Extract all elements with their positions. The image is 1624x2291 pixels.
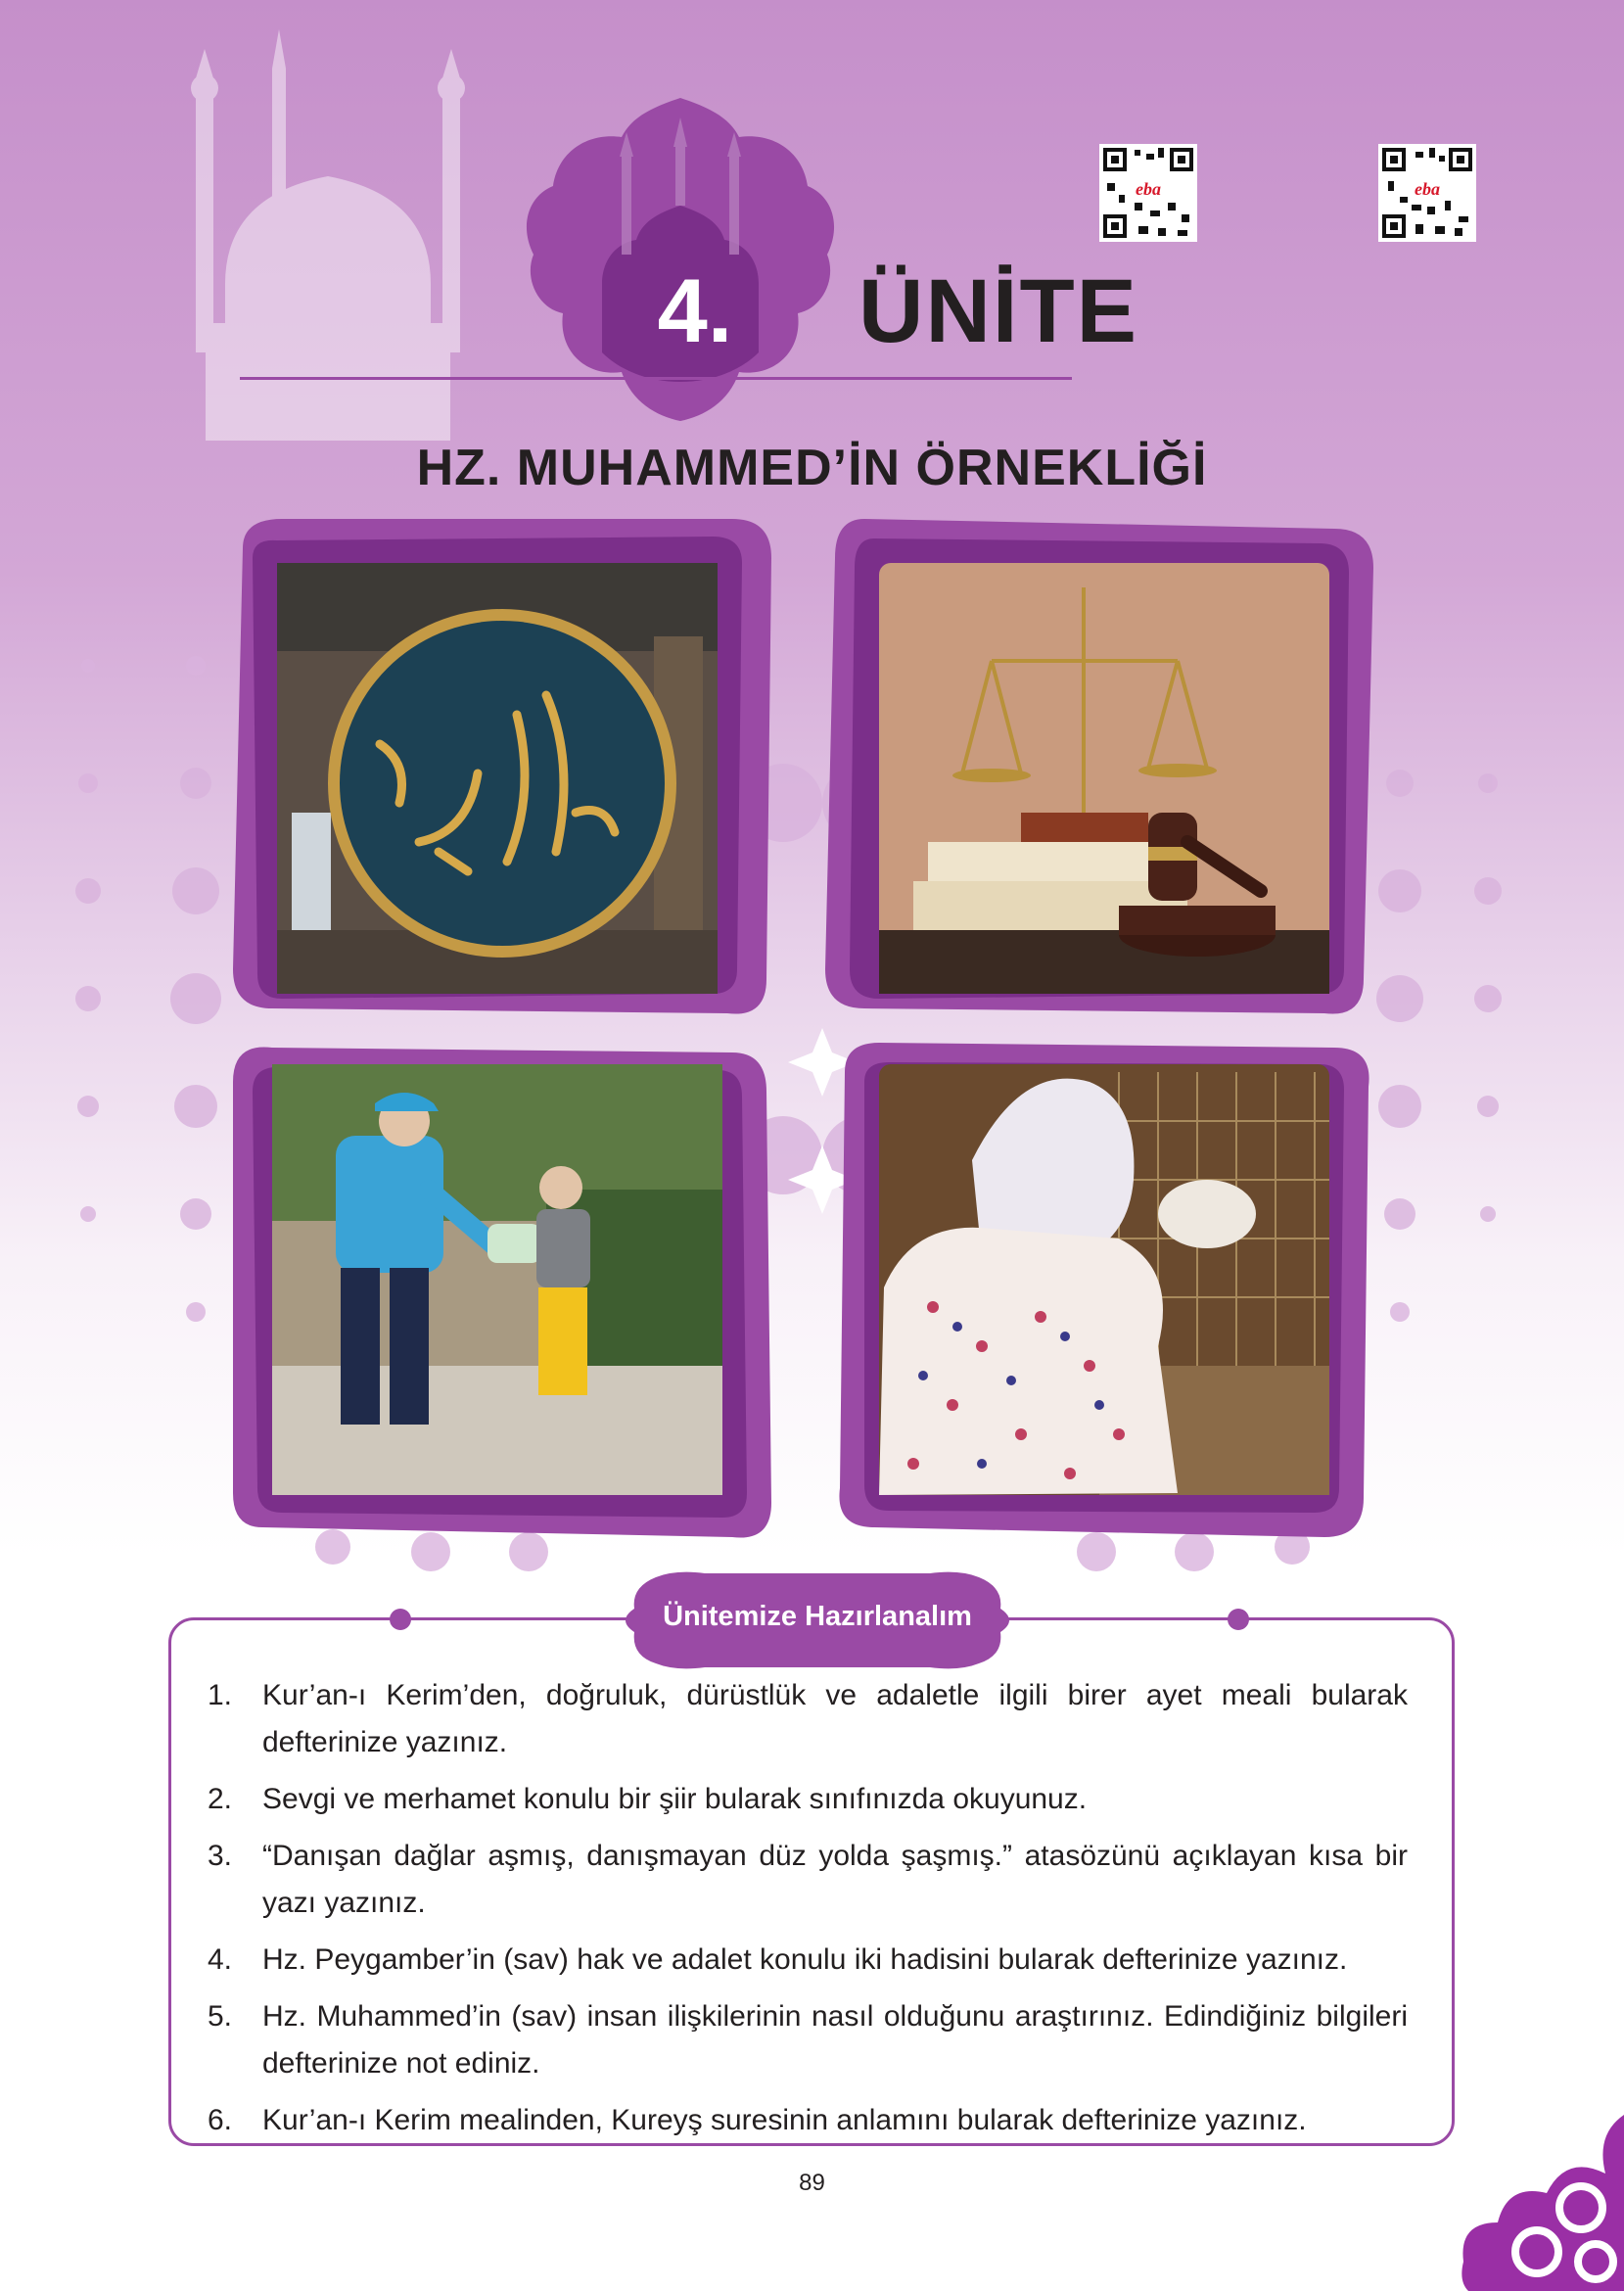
calligraphy-medallion-image xyxy=(223,519,771,1018)
unit-word: ÜNİTE xyxy=(858,261,1138,361)
worker-giving-child-image xyxy=(223,1043,771,1542)
qr-label: eba xyxy=(1415,179,1440,199)
list-item: 4. Hz. Peygamber’in (sav) hak ve adalet konulu iki hadisini bularak defterinize yazınız. xyxy=(208,1943,1348,1976)
rule-dot xyxy=(390,1609,411,1630)
girl-with-rabbits-image xyxy=(825,1043,1373,1542)
qr-code-icon[interactable] xyxy=(1378,144,1476,242)
list-item: 1. Kur’an-ı Kerim’den, doğruluk, dürüstlük ve adaletle ilgili birer ayet meali bularak defterinize yazınız. xyxy=(208,1679,1408,1758)
qr-label: eba xyxy=(1136,179,1161,199)
page-title: HZ. MUHAMMED’İN ÖRNEKLİĞİ xyxy=(416,440,1208,496)
qr-code-icon[interactable] xyxy=(1099,144,1197,242)
flower-ornament-icon xyxy=(1459,2115,1624,2291)
prep-heading: Ünitemize Hazırlanalım xyxy=(663,1601,972,1632)
header-rule xyxy=(240,377,1072,380)
unit-number: 4. xyxy=(657,261,733,361)
prep-list xyxy=(204,1672,1408,2154)
list-item: 5. Hz. Muhammed’in (sav) insan ilişkilerinin nasıl olduğunu araştırınız. Edindiğiniz bilgileri defterinize not ediniz. xyxy=(208,2000,1408,2080)
unit-badge-icon xyxy=(524,98,837,421)
list-item: 6. Kur’an-ı Kerim mealinden, Kureyş suresinin anlamını bularak defterinize yazınız. xyxy=(208,2104,1307,2136)
list-item: 3. “Danışan dağlar aşmış, danışmayan düz yolda şaşmış.” atasözünü açıklayan kısa bir yazı yazınız. xyxy=(208,1840,1408,1919)
rule-dot xyxy=(1228,1609,1249,1630)
page-number: 89 xyxy=(799,2170,825,2196)
scales-of-justice-image xyxy=(825,519,1373,1018)
list-item: 2. Sevgi ve merhamet konulu bir şiir bularak sınıfınızda okuyunuz. xyxy=(208,1783,1088,1815)
